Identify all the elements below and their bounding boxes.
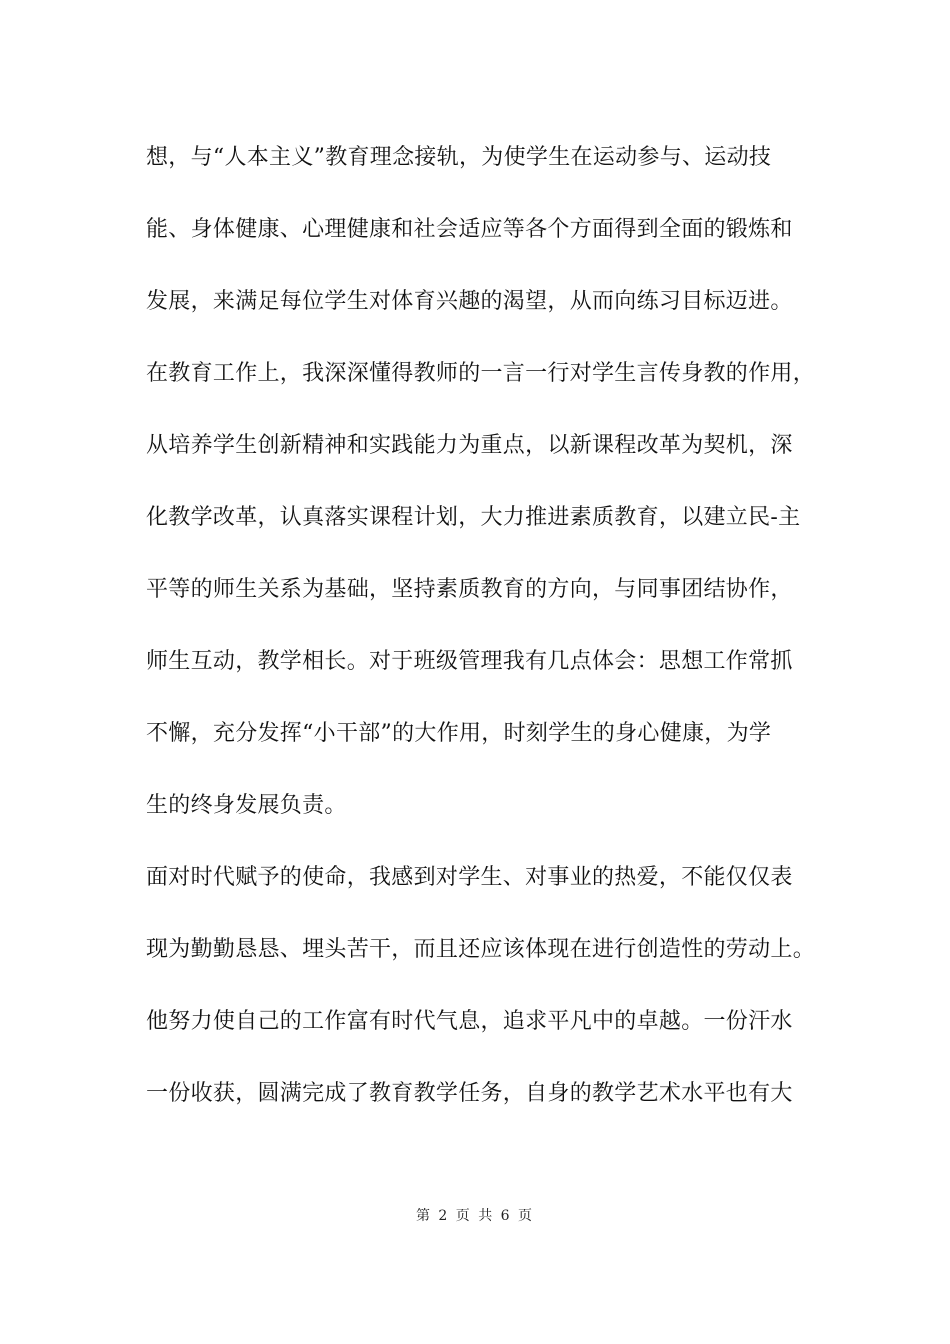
text-line: 不懈，充分发挥“小干部”的大作用，时刻学生的身心健康，为学 — [146, 721, 772, 746]
text-line: 发展，来满足每位学生对体育兴趣的渴望，从而向练习目标迈进。 — [146, 289, 793, 314]
text-line: 平等的师生关系为基础，坚持素质教育的方向，与同事团结协作， — [146, 577, 793, 602]
text-line: 能、身体健康、心理健康和社会适应等各个方面得到全面的锻炼和 — [146, 217, 793, 242]
text-line: 面对时代赋予的使命，我感到对学生、对事业的热爱，不能仅仅表 — [146, 865, 793, 890]
text-line: 化教学改革，认真落实课程计划，大力推进素质教育，以建立民-主 — [146, 505, 801, 530]
text-line: 从培养学生创新精神和实践能力为重点，以新课程改革为契机，深 — [146, 433, 793, 458]
text-line: 一份收获，圆满完成了教育教学任务，自身的教学艺术水平也有大 — [146, 1081, 793, 1106]
text-line: 在教育工作上，我深深懂得教师的一言一行对学生言传身教的作用， — [146, 361, 816, 386]
text-line: 他努力使自己的工作富有时代气息，追求平凡中的卓越。一份汗水 — [146, 1009, 793, 1034]
text-line: 师生互动，教学相长。对于班级管理我有几点体会：思想工作常抓 — [146, 649, 793, 674]
page-number-footer: 第 2 页 共 6 页 — [415, 1208, 535, 1224]
text-line: 现为勤勤恳恳、埋头苦干，而且还应该体现在进行创造性的劳动上。 — [146, 937, 816, 962]
text-line: 生的终身发展负责。 — [146, 793, 347, 818]
text-line: 想，与“人本主义”教育理念接轨，为使学生在运动参与、运动技 — [146, 145, 772, 170]
